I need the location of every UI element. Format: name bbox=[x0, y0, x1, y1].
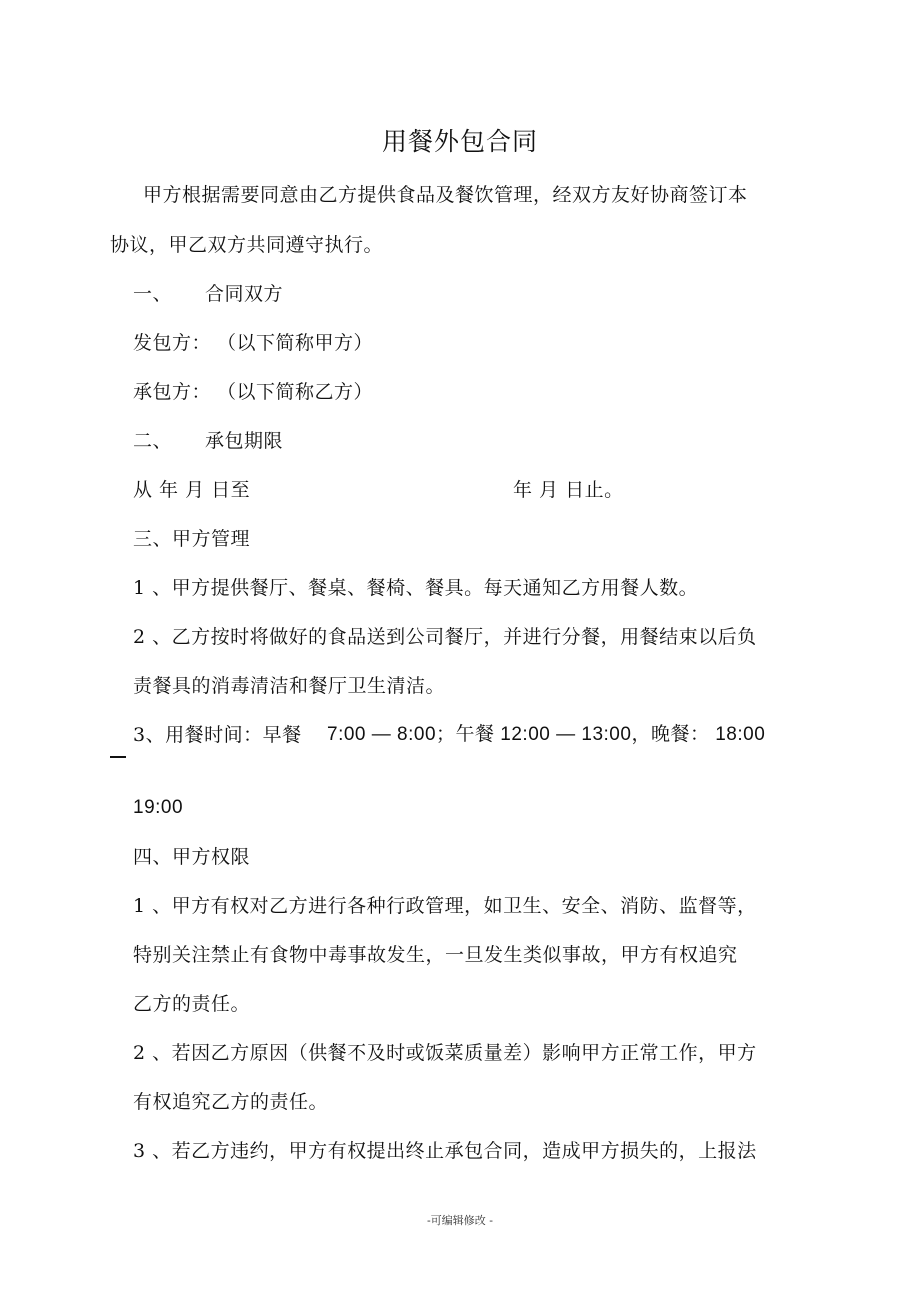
party-a-label: 发包方： bbox=[133, 332, 212, 354]
section-1-number: 一、 bbox=[133, 283, 173, 305]
section-3-heading: 三、甲方管理 bbox=[133, 528, 251, 550]
section-4-item-1-line-1: 1 、甲方有权对乙方进行各种行政管理，如卫生、安全、消防、监督等， bbox=[133, 895, 757, 917]
section-3-item-3-times: 7:00 — 8:00；午餐 12:00 — 13:00，晚餐： 18:00 bbox=[327, 724, 766, 745]
party-b-label: 承包方： bbox=[133, 381, 212, 403]
section-4-item-2-line-2: 有权追究乙方的责任。 bbox=[133, 1091, 329, 1113]
section-2-heading: 承包期限 bbox=[205, 430, 284, 452]
continuation-dash bbox=[110, 756, 126, 758]
section-1-heading: 合同双方 bbox=[205, 283, 284, 305]
section-4-item-3-line-1: 3 、若乙方违约，甲方有权提出终止承包合同，造成甲方损失的，上报法 bbox=[133, 1140, 757, 1162]
period-from: 从 年 月 日至 bbox=[133, 479, 251, 501]
period-to: 年 月 日止。 bbox=[513, 479, 624, 501]
intro-line-1: 甲方根据需要同意由乙方提供食品及餐饮管理，经双方友好协商签订本 bbox=[143, 184, 748, 206]
section-4-heading: 四、甲方权限 bbox=[133, 846, 251, 868]
section-4-item-1-line-3: 乙方的责任。 bbox=[133, 993, 251, 1015]
party-b-note: （以下简称乙方） bbox=[217, 381, 374, 403]
section-3-item-3-end: 19:00 bbox=[133, 797, 184, 818]
page-footer: -可编辑修改 - bbox=[427, 1214, 493, 1227]
section-4-item-2-line-1: 2 、若因乙方原因（供餐不及时或饭菜质量差）影响甲方正常工作，甲方 bbox=[133, 1042, 757, 1064]
section-3-item-2-line-1: 2 、乙方按时将做好的食品送到公司餐厅，并进行分餐，用餐结束以后负 bbox=[133, 626, 757, 648]
party-a-note: （以下简称甲方） bbox=[217, 332, 374, 354]
document-title: 用餐外包合同 bbox=[381, 127, 538, 156]
intro-line-2: 协议，甲乙双方共同遵守执行。 bbox=[110, 234, 384, 256]
section-2-number: 二、 bbox=[133, 430, 173, 452]
section-4-item-1-line-2: 特别关注禁止有食物中毒事故发生，一旦发生类似事故，甲方有权追究 bbox=[133, 944, 738, 966]
section-3-item-3-label: 3、用餐时间：早餐 bbox=[133, 724, 302, 746]
section-3-item-2-line-2: 责餐具的消毒清洁和餐厅卫生清洁。 bbox=[133, 675, 446, 697]
section-3-item-1: 1 、甲方提供餐厅、餐桌、餐椅、餐具。每天通知乙方用餐人数。 bbox=[133, 577, 699, 599]
